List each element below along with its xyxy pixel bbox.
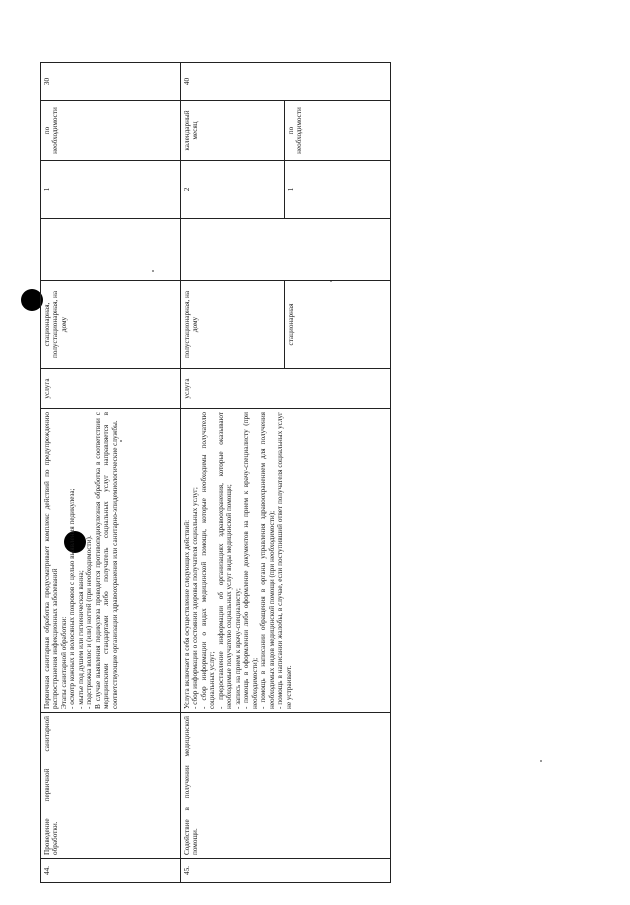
service-quantity: 2: [181, 161, 285, 219]
scan-speck: [540, 760, 542, 762]
description-line: - помощь в написании обращения в органы управления здравоохранением для получения необходимых видов медицинской помощи (при необходимости);: [259, 412, 276, 709]
service-periodicity: по необходимости: [41, 101, 181, 161]
service-unit: услуга: [181, 369, 391, 409]
table-row: [41, 63, 181, 883]
description-line: Услуга включает в себя осуществление следующих действий:: [183, 519, 191, 709]
row-number: 45.: [181, 859, 391, 883]
service-form: стационарная, полустационарная, на дому: [41, 281, 181, 369]
description-line: - запись на прием к врачу-специалисту;: [233, 588, 242, 709]
service-description: [181, 409, 391, 713]
description-line: Первичная санитарная обработка предусматривает комплекс действий по предупреждению распространения инфекционных заболеваний: [43, 412, 60, 709]
service-periodicity: по необходимости: [285, 101, 391, 161]
service-name: Проведение первичной санитарной обработки.: [41, 713, 181, 859]
description-line: Этапы санитарной обработки:: [59, 616, 68, 709]
description-line: - осмотр кожных и волосяных покровов с целью выявления педикулеза;: [68, 488, 77, 709]
description-line: - помощь в оформлении либо оформление документов на прием к врачу-специалисту (при необходимости);: [242, 412, 259, 709]
description-line: - мытье под душем или гигиеническая ванна;: [76, 570, 85, 709]
description-line: - помощь в написании жалобы, в случае, если поступивший ответ получателя социальных услуг не устраивает.: [276, 412, 293, 709]
service-quantity: 1: [41, 161, 181, 219]
row-number: 44.: [41, 859, 181, 883]
service-tariff: 30: [41, 63, 181, 101]
service-description: [41, 409, 181, 713]
description-line: - сбор информации о состоянии здоровья получателя социальных услуг;: [191, 487, 200, 709]
empty-cell: [181, 219, 391, 281]
service-periodicity: календарный месяц: [181, 101, 285, 161]
rotated-document-sheet: [40, 63, 390, 883]
service-unit: услуга: [41, 369, 181, 409]
description-line: В случае выявления педикулеза проводится противопедикулезная обработка в соответствии с медицинскими стандартами либо получатель социальных услуг направляется в соответствующие организации здравоохранения или санитарно-эпидемиологические службы.: [93, 412, 119, 709]
description-line: - предоставление информации об организациях здравоохранения, которые оказывают необходимые получателю социальных услуг виды медицинской помощи;: [216, 412, 234, 709]
description-line: - подстрижка волос и (или) ногтей (при необходимости).: [85, 535, 94, 709]
service-tariff: 40: [181, 63, 391, 101]
empty-cell: [41, 219, 181, 281]
service-form: полустационарная, на дому: [181, 281, 285, 369]
table-row: [181, 63, 285, 883]
service-name: Содействие в получении медицинской помощи.: [181, 713, 391, 859]
description-line: - сбор информации о видах медицинской помощи, которые необходимы получателю социальных услуг;: [199, 412, 217, 709]
service-quantity: 1: [285, 161, 391, 219]
services-table: [40, 62, 391, 883]
service-form: стационарная: [285, 281, 391, 369]
